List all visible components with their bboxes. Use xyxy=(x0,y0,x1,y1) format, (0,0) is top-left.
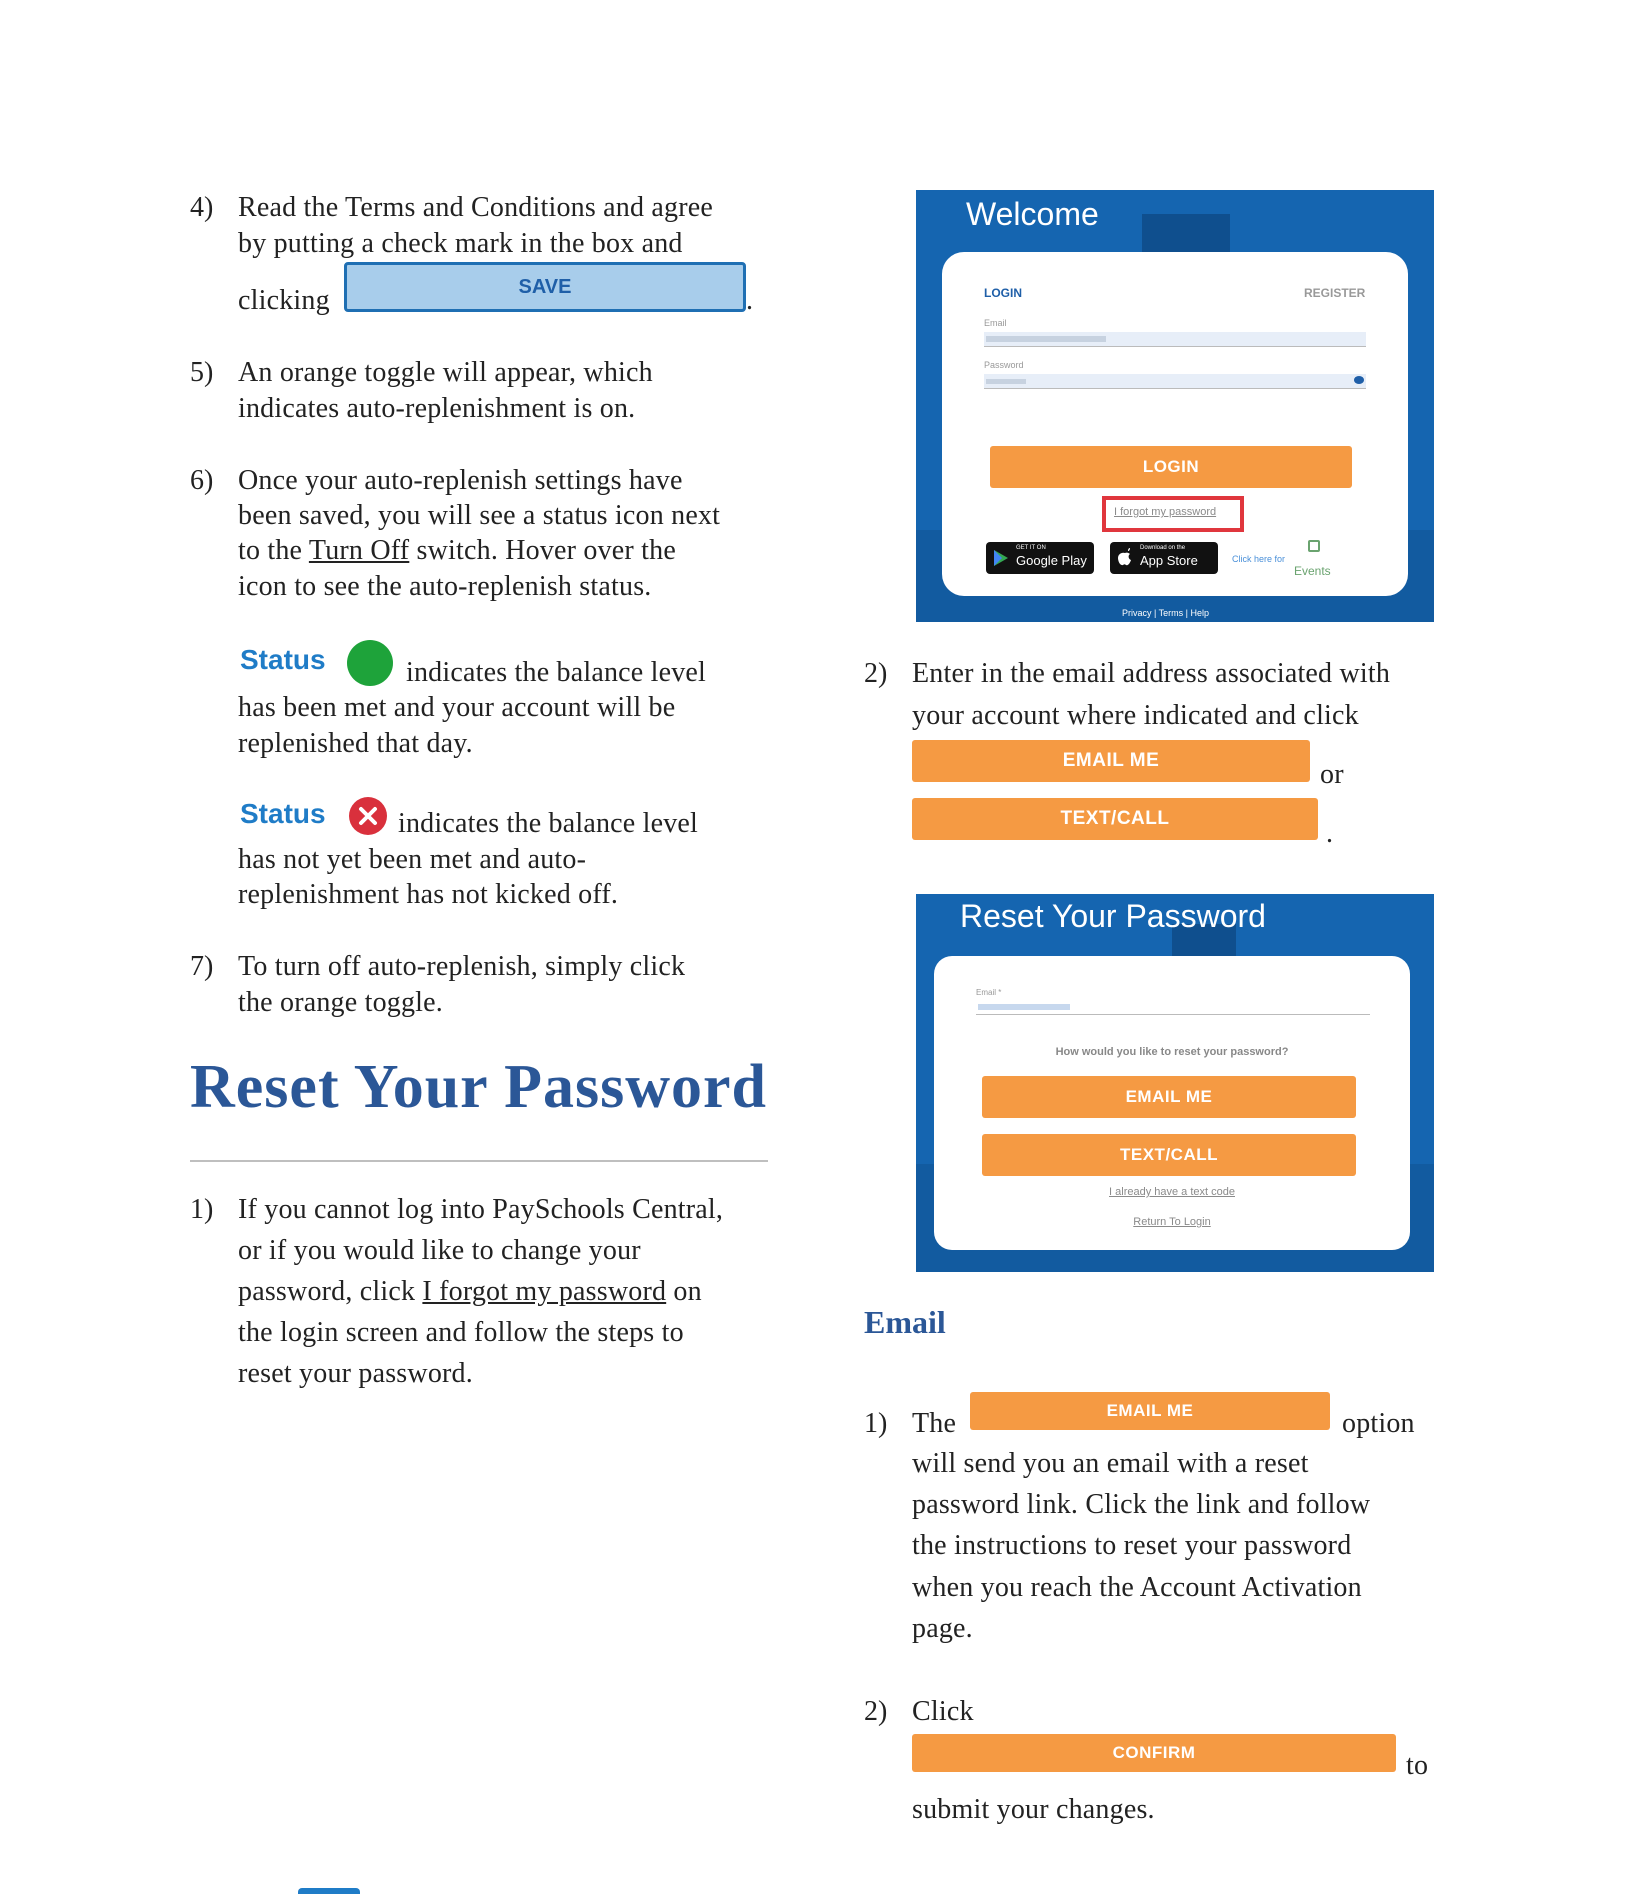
step-text: or if you would like to change your xyxy=(238,1235,641,1266)
email-me-button[interactable]: EMAIL ME xyxy=(982,1076,1356,1118)
step-text: If you cannot log into PaySchools Central, xyxy=(238,1194,724,1225)
step-text: icon to see the auto-replenish status. xyxy=(238,571,652,602)
confirm-button[interactable]: CONFIRM xyxy=(912,1734,1396,1772)
app-store-button[interactable] xyxy=(1110,542,1218,574)
step-number: 2) xyxy=(864,1696,888,1727)
step-text: by putting a check mark in the box and xyxy=(238,228,683,259)
text-fragment: switch. Hover over the xyxy=(409,535,676,566)
apple-icon xyxy=(1117,548,1133,567)
status-text: indicates the balance level xyxy=(406,657,707,688)
email-field[interactable] xyxy=(984,332,1366,347)
status-green-icon xyxy=(347,640,393,686)
step-text: Click xyxy=(912,1696,974,1727)
events-label[interactable]: Events xyxy=(1294,564,1331,578)
step-text: password link. Click the link and follow xyxy=(912,1489,1371,1520)
step-text: The xyxy=(912,1408,957,1439)
reset-card xyxy=(934,956,1410,1250)
eye-icon[interactable] xyxy=(1354,376,1364,384)
step-number: 1) xyxy=(190,1194,214,1225)
blurred-value xyxy=(978,1004,1070,1010)
google-small-text: GET IT ON xyxy=(1016,545,1046,551)
tab-login[interactable]: LOGIN xyxy=(984,286,1022,300)
step-number: 7) xyxy=(190,951,214,982)
save-button[interactable]: SAVE xyxy=(344,262,746,312)
status-label: Status xyxy=(240,644,326,675)
email-me-button[interactable]: EMAIL ME xyxy=(970,1392,1330,1430)
google-play-button[interactable] xyxy=(986,542,1094,574)
welcome-screenshot xyxy=(916,190,1434,622)
google-big-text: Google Play xyxy=(1016,553,1087,568)
step-text: An orange toggle will appear, which xyxy=(238,357,653,388)
step-text xyxy=(238,533,676,569)
email-heading: Email xyxy=(864,1304,946,1340)
step-text: option xyxy=(1342,1408,1415,1439)
status-red-x-icon xyxy=(348,796,388,836)
reset-question: How would you like to reset your password? xyxy=(1055,1046,1289,1058)
step-number: 5) xyxy=(190,357,214,388)
section-heading: Reset Your Password xyxy=(190,1053,767,1121)
reset-title: Reset Your Password xyxy=(960,898,1266,934)
step-punctuation: . xyxy=(1326,818,1334,849)
page-footer-tab xyxy=(298,1888,360,1894)
step-number: 4) xyxy=(190,192,214,223)
events-prompt[interactable]: Click here for xyxy=(1232,554,1286,564)
forgot-password-link: I forgot my password xyxy=(422,1276,667,1307)
email-label: Email xyxy=(984,318,1007,328)
blurred-value xyxy=(986,379,1026,384)
step-text: submit your changes. xyxy=(912,1794,1155,1825)
apple-big-text: App Store xyxy=(1140,553,1198,568)
calendar-icon xyxy=(1308,540,1320,552)
step-text: Enter in the email address associated with xyxy=(912,658,1391,689)
text-fragment: to the xyxy=(238,535,309,566)
step-text: the instructions to reset your password xyxy=(912,1530,1352,1561)
text-call-button[interactable]: TEXT/CALL xyxy=(982,1134,1356,1176)
password-label: Password xyxy=(984,360,1024,370)
text-fragment: password, click xyxy=(238,1276,423,1307)
step-text xyxy=(238,1274,702,1310)
status-text: has not yet been met and auto- xyxy=(238,844,587,875)
forgot-password-link[interactable]: I forgot my password xyxy=(1114,506,1217,518)
step-text: page. xyxy=(912,1613,973,1644)
reset-password-screenshot xyxy=(916,894,1434,1272)
step-text: when you reach the Account Activation xyxy=(912,1572,1362,1603)
status-text: indicates the balance level xyxy=(398,808,699,839)
status-text: replenished that day. xyxy=(238,728,473,759)
step-number: 6) xyxy=(190,465,214,496)
login-button[interactable]: LOGIN xyxy=(990,446,1352,488)
apple-small-text: Download on the xyxy=(1140,545,1186,551)
step-text: to xyxy=(1406,1750,1429,1781)
welcome-title: Welcome xyxy=(966,196,1099,232)
text-call-button[interactable]: TEXT/CALL xyxy=(912,798,1318,840)
step-text: Once your auto-replenish settings have xyxy=(238,465,683,496)
text-code-link[interactable]: I already have a text code xyxy=(1109,1186,1235,1198)
step-text: the login screen and follow the steps to xyxy=(238,1317,684,1348)
step-text: indicates auto-replenishment is on. xyxy=(238,393,636,424)
step-number: 1) xyxy=(864,1408,888,1439)
return-to-login-link[interactable]: Return To Login xyxy=(1133,1216,1211,1228)
turn-off-link: Turn Off xyxy=(308,535,410,566)
password-field[interactable] xyxy=(984,374,1366,389)
google-play-icon xyxy=(992,549,1010,567)
step-text: the orange toggle. xyxy=(238,987,443,1018)
divider xyxy=(190,1160,768,1162)
blurred-value xyxy=(986,336,1106,342)
step-text: To turn off auto-replenish, simply click xyxy=(238,951,686,982)
step-punctuation: . xyxy=(746,285,754,316)
step-text: your account where indicated and click xyxy=(912,700,1359,731)
status-text: replenishment has not kicked off. xyxy=(238,879,619,910)
email-me-button[interactable]: EMAIL ME xyxy=(912,740,1310,782)
status-text: has been met and your account will be xyxy=(238,692,676,723)
step-number: 2) xyxy=(864,658,888,689)
text-fragment: on xyxy=(666,1276,702,1307)
status-label: Status xyxy=(240,798,326,829)
tab-register[interactable]: REGISTER xyxy=(1304,286,1366,300)
login-card xyxy=(942,252,1408,596)
step-text: clicking xyxy=(238,285,330,316)
email-label: Email * xyxy=(976,988,1002,997)
step-text: or xyxy=(1320,759,1344,790)
step-text: Read the Terms and Conditions and agree xyxy=(238,192,713,223)
email-field[interactable] xyxy=(976,1000,1370,1015)
step-text: reset your password. xyxy=(238,1358,473,1389)
step-text: been saved, you will see a status icon next xyxy=(238,500,721,531)
footer-links[interactable]: Privacy | Terms | Help xyxy=(1122,608,1210,618)
step-text: will send you an email with a reset xyxy=(912,1448,1309,1479)
